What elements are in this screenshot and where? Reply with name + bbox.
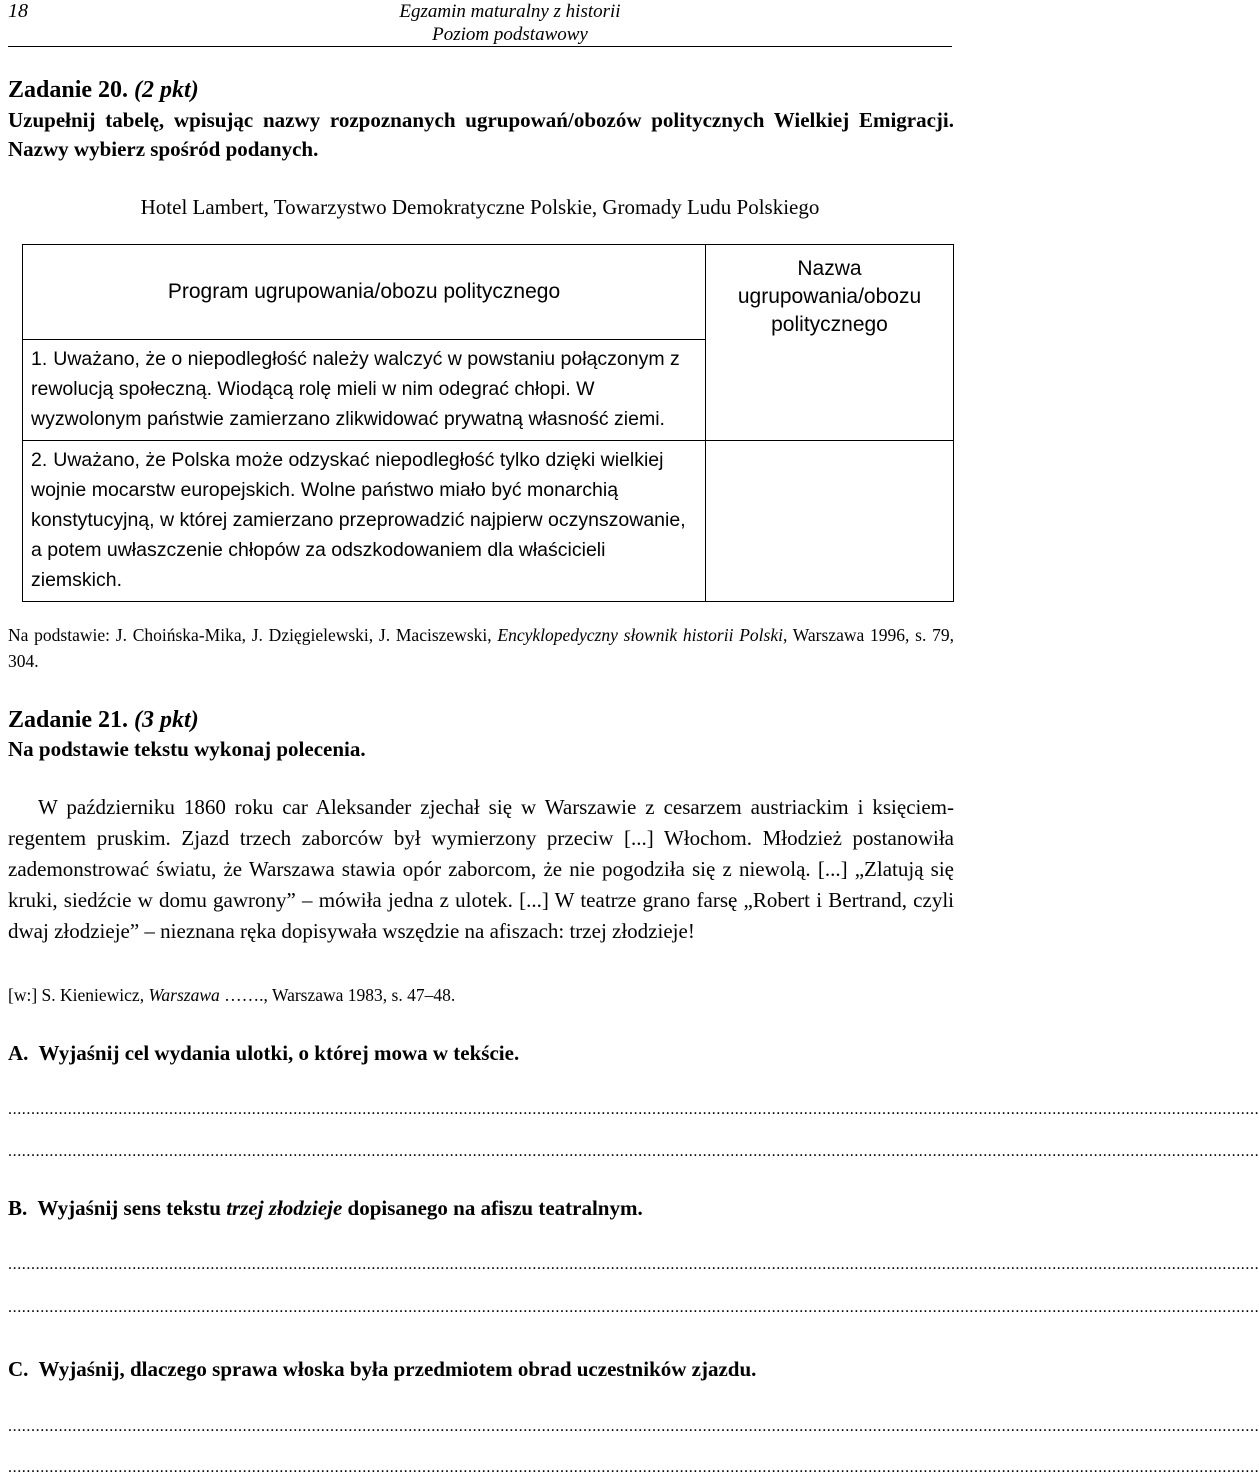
task21-heading — [8, 706, 199, 734]
question-c — [8, 1355, 756, 1383]
task21-points: (3 pkt) — [134, 707, 199, 733]
table-row — [23, 441, 954, 602]
task21-passage: W październiku 1860 roku car Aleksander zjechał się w Warszawie z cesarzem austriackim i księciem-regentem pruskim. Zjazd trzech zaborców był wymierzony przeciw [...] Włochom. Młodzież postanowiła zademonstrować światu, że Warszawa stawia opór zaborcom, że nie pogodziła się z niewolą. [...] „Zlatują się kruki, siedźcie w domu gawrony” – mówiła jedna z ulotek. [...] W teatrze grano farsę „Robert i Bertrand, czyli dwaj złodzieje” – nieznana ręka dopisywała wszędzie na afiszach: trzej złodzieje! — [8, 795, 954, 943]
source-suffix: , Warszawa 1996, s. 79, 304. — [8, 625, 954, 671]
table-header-row — [23, 245, 954, 340]
question-text: Wyjaśnij sens tekstu — [37, 1196, 221, 1220]
page-number: 18 — [8, 0, 28, 22]
program-text: Uważano, że o niepodległość należy walczyć w powstaniu połączonym z rewolucją społeczną. Wiodącą rolę mieli w nim odegrać chłopi. W wyzwolonym państwie zamierzano zlikwidować prywatną własność ziemi. — [31, 348, 680, 430]
cite-prefix: [w:] S. Kieniewicz, — [8, 985, 145, 1005]
program-cell-1 — [23, 340, 706, 441]
header-title-block — [8, 0, 952, 46]
row-number: 2. — [31, 449, 48, 471]
task20-title: Zadanie 20. — [8, 77, 129, 103]
task20-options: Hotel Lambert, Towarzystwo Demokratyczne Polskie, Gromady Ludu Polskiego — [140, 195, 820, 219]
question-text: Wyjaśnij, dlaczego sprawa włoska była przedmiotem obrad uczestników zjazdu. — [38, 1357, 757, 1381]
program-cell-2 — [23, 441, 706, 602]
question-label: A. — [8, 1041, 29, 1065]
answer-cell-2[interactable] — [706, 441, 954, 602]
row-number: 1. — [31, 348, 48, 370]
task20-instruction: Uzupełnij tabelę, wpisując nazwy rozpoznanych ugrupowań/obozów politycznych Wielkiej Emigracji. Nazwy wybierz spośród podanych. — [8, 108, 954, 161]
answer-line[interactable]: ................................................................................................................................................................................................................................................................................ — [8, 1101, 1259, 1118]
cite-title: Warszawa — [148, 985, 220, 1005]
header-name: Nazwa ugrupowania/obozu politycznego — [706, 245, 954, 441]
answer-line[interactable]: ................................................................................................................................................................................................................................................................................ — [8, 1418, 1259, 1435]
header-program: Program ugrupowania/obozu politycznego — [23, 245, 706, 340]
program-table — [22, 244, 954, 602]
question-label: B. — [8, 1196, 28, 1220]
task21-instruction: Na podstawie tekstu wykonaj polecenia. — [8, 737, 366, 761]
page-header — [8, 0, 952, 47]
answer-line[interactable]: ................................................................................................................................................................................................................................................................................ — [8, 1143, 1259, 1160]
answer-line[interactable]: ................................................................................................................................................................................................................................................................................ — [8, 1459, 1259, 1476]
question-label: C. — [8, 1357, 29, 1381]
question-a — [8, 1039, 519, 1067]
task21-citation — [8, 983, 455, 1007]
program-text: Uważano, że Polska może odzyskać niepodległość tylko dzięki wielkiej wojnie mocarstw europejskich. Wolne państwo miało być monarchią konstytucyjną, w której zamierzano przeprowadzić najpierw oczynszowanie, a potem uwłaszczenie chłopów za odszkodowaniem dla właścicieli ziemskich. — [31, 449, 686, 591]
question-b — [8, 1194, 643, 1222]
task20-source — [8, 622, 954, 674]
exam-level: Poziom podstawowy — [432, 24, 588, 45]
exam-title: Egzamin maturalny z historii — [399, 1, 621, 22]
question-italic-text: trzej złodzieje — [226, 1196, 343, 1220]
question-text: Wyjaśnij cel wydania ulotki, o której mowa w tekście. — [38, 1041, 520, 1065]
question-text-end: dopisanego na afiszu teatralnym. — [347, 1196, 643, 1220]
cite-suffix: ……., Warszawa 1983, s. 47–48. — [219, 985, 456, 1005]
source-prefix: Na podstawie: J. Choińska-Mika, J. Dzięgielewski, J. Maciszewski, — [8, 625, 492, 645]
answer-line[interactable]: ................................................................................................................................................................................................................................................................................ — [8, 1256, 1259, 1273]
task20-heading — [8, 76, 199, 104]
task20-points: (2 pkt) — [134, 77, 199, 103]
answer-line[interactable]: ................................................................................................................................................................................................................................................................................ — [8, 1299, 1259, 1316]
source-title: Encyklopedyczny słownik historii Polski — [497, 625, 783, 645]
task21-title: Zadanie 21. — [8, 707, 129, 733]
